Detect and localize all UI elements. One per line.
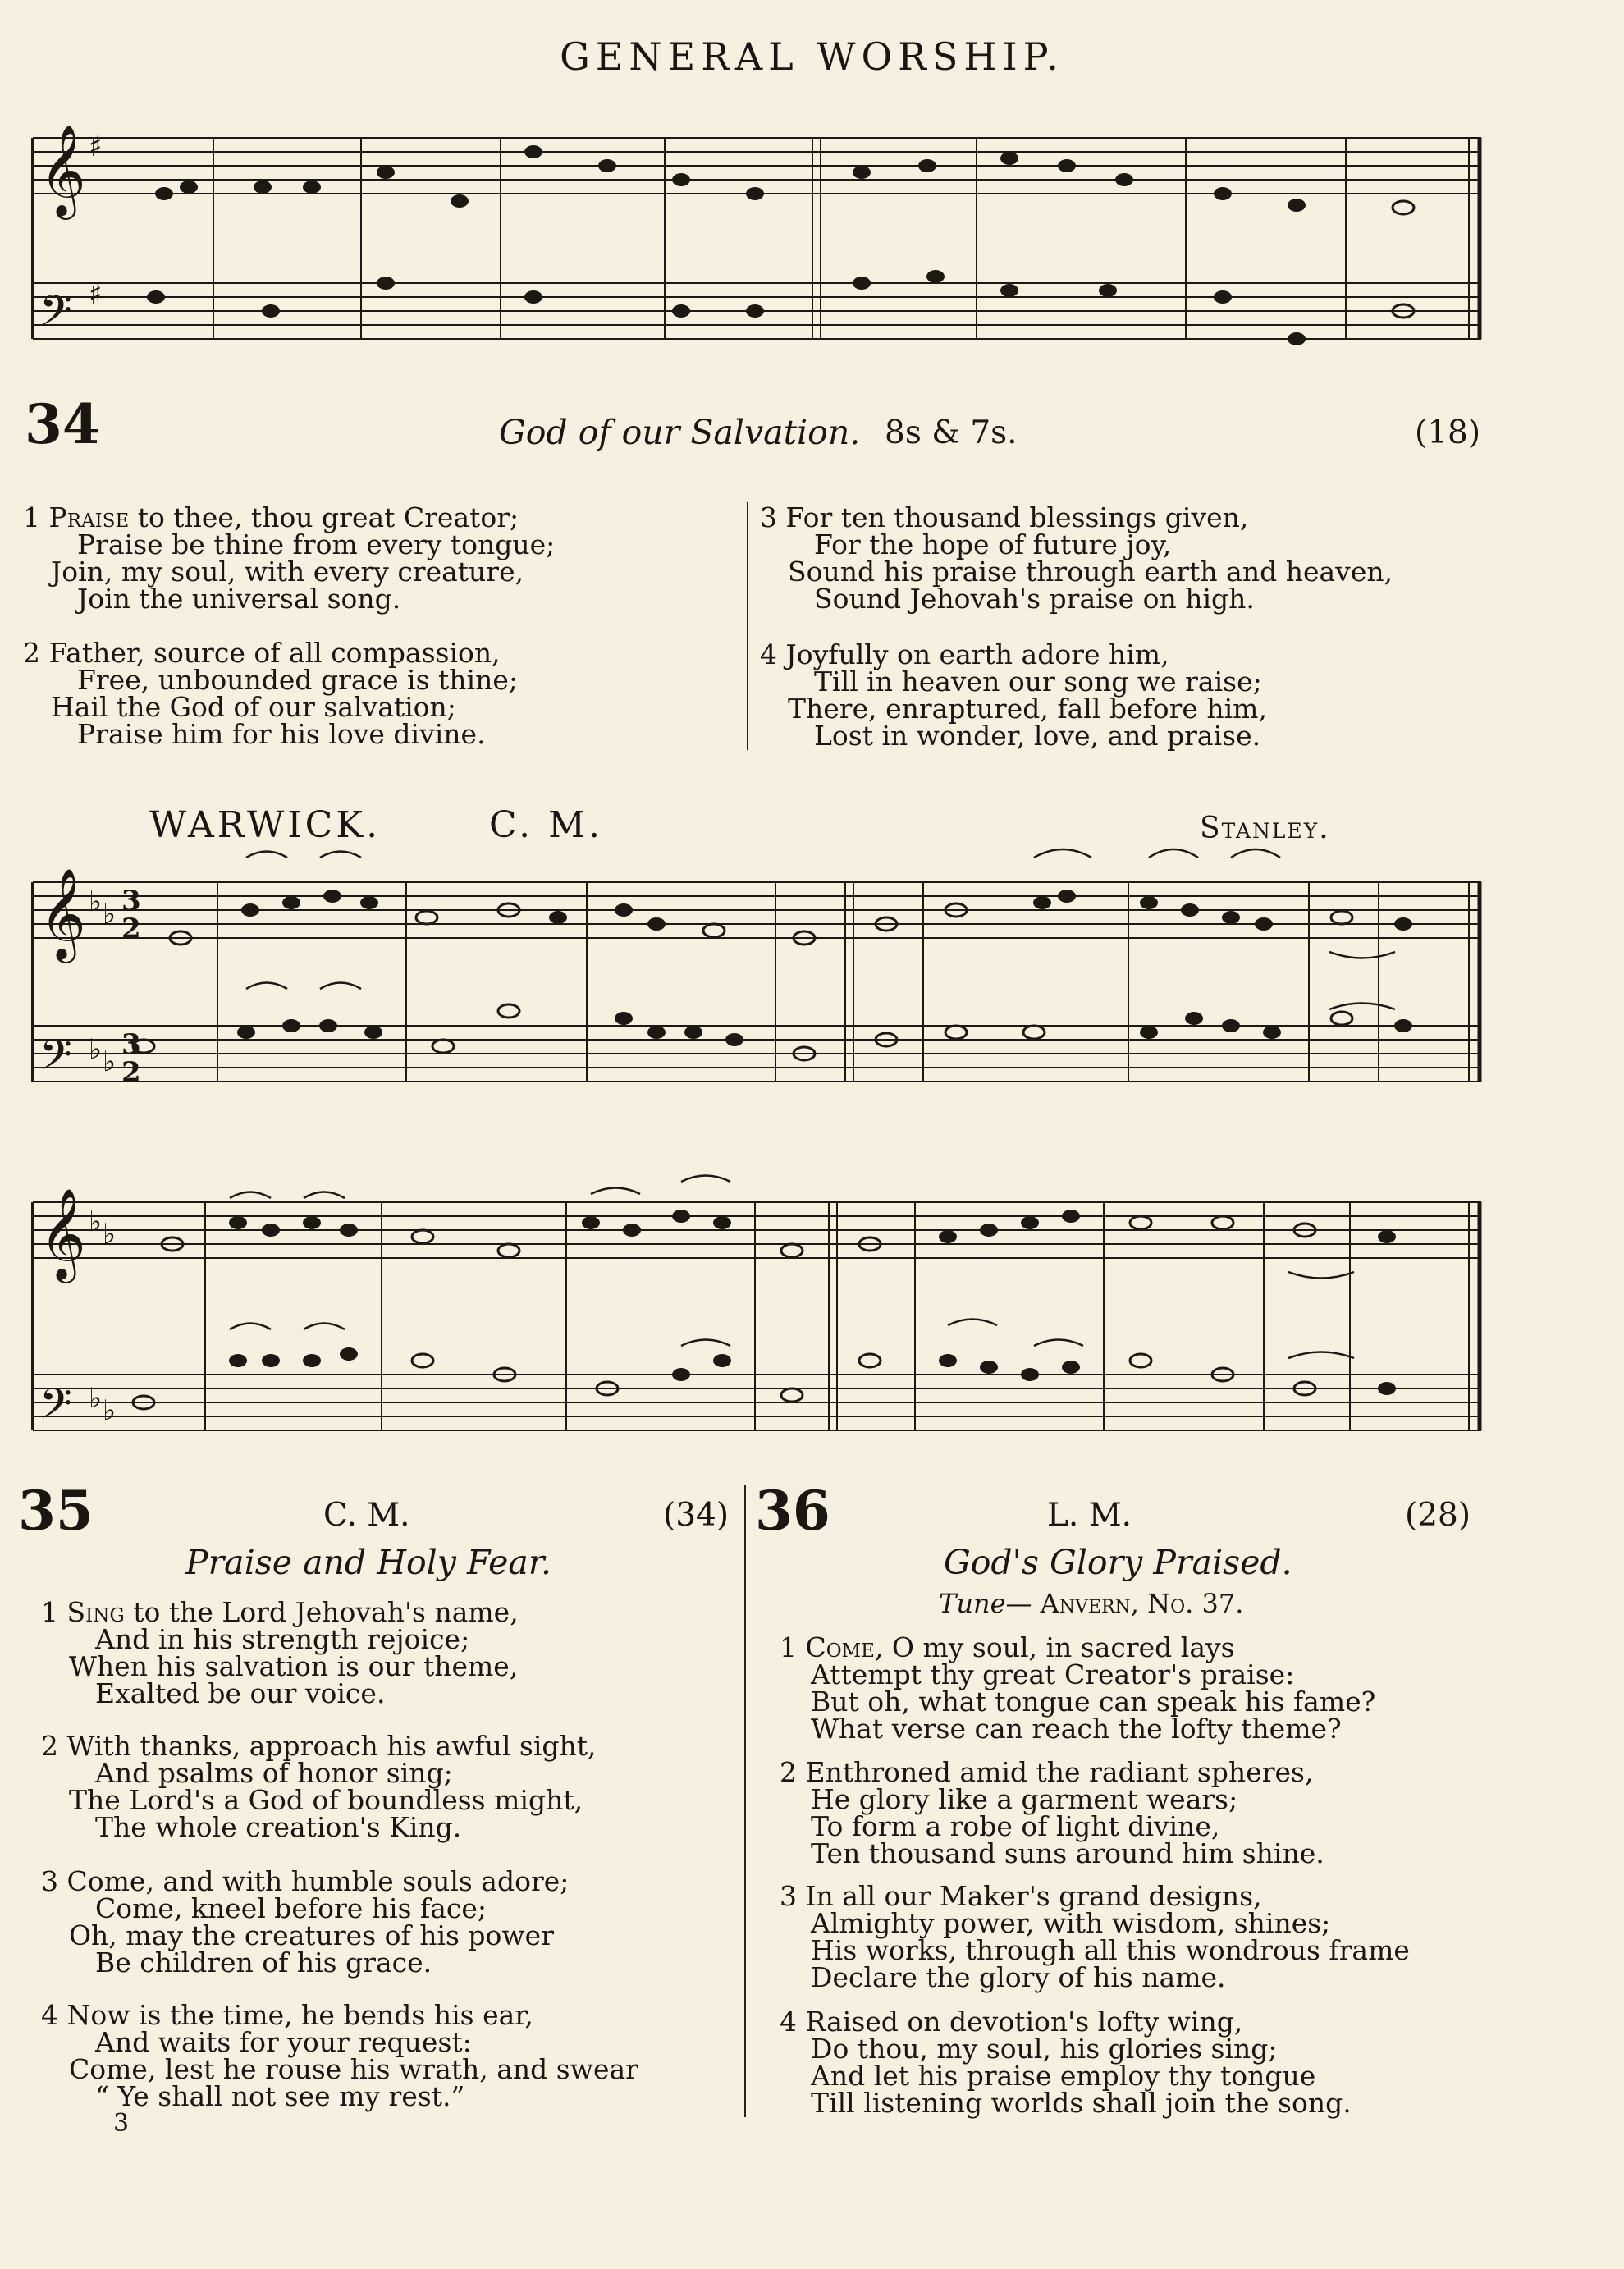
svg-text:2: 2 xyxy=(121,1056,141,1089)
hymn-34-verse-2: 2 Father, source of all compassion, Free, unbounded grace is thine; Hail the God of our salvation; Praise him for his love divine. xyxy=(23,637,519,750)
hymn-34-title: God of our Salvation. xyxy=(499,413,861,452)
hymn-36-tune: Tune— Anvern, No. 37. xyxy=(939,1588,1244,1619)
hymn-36-number: 36 xyxy=(755,1479,830,1543)
hymn-34-verse-4: 4 Joyfully on earth adore him, Till in heaven our song we raise; There, enraptured, fall before him, Lost in wonder, love, and praise. xyxy=(760,638,1267,752)
svg-text:𝄢: 𝄢 xyxy=(39,1030,72,1090)
hymn-36-verse-2: 2 Enthroned amid the radiant spheres, He glory like a garment wears; To form a robe of light divine, Ten thousand suns around him shine. xyxy=(780,1756,1324,1869)
hymn-35-meter: C. M. xyxy=(323,1497,410,1534)
svg-text:♭: ♭ xyxy=(103,1218,117,1251)
signature-mark: 3 xyxy=(113,2109,130,2138)
svg-text:♭: ♭ xyxy=(89,885,103,918)
svg-text:♭: ♭ xyxy=(103,1394,117,1427)
hymn-35-verse-2: 2 With thanks, approach his awful sight, And psalms of honor sing; The Lord's a God of boundless might, The whole creation's King. xyxy=(41,1730,597,1843)
hymn-34-ref: (18) xyxy=(1415,414,1481,451)
hymn-36-title: God's Glory Praised. xyxy=(944,1543,1292,1582)
hymn-36-verse-1: 1 Come, O my soul, in sacred lays Attempt thy great Creator's praise: But oh, what tongue can speak his fame? What verse can reach the lofty theme? xyxy=(780,1631,1376,1745)
svg-text:3: 3 xyxy=(121,885,141,917)
hymn-35-verse-3: 3 Come, and with humble souls adore; Come, kneel before his face; Oh, may the creatures of his power Be children of his grace. xyxy=(41,1865,570,1979)
hymn-35-verse-4: 4 Now is the time, he bends his ear, And waits for your request: Come, lest he rouse his wrath, and swear “ Ye shall not see my rest.” xyxy=(41,1999,638,2112)
svg-text:♭: ♭ xyxy=(103,1045,117,1078)
svg-text:♯: ♯ xyxy=(89,130,103,163)
hymn-36-ref: (28) xyxy=(1405,1497,1471,1534)
svg-text:♭: ♭ xyxy=(89,1033,103,1066)
hymn-35-verse-1: 1 Sing to the Lord Jehovah's name, And in his strength rejoice; When his salvation is our theme, Exalted be our voice. xyxy=(41,1596,519,1709)
hymn-36-meter: L. M. xyxy=(1047,1497,1132,1534)
system-1 xyxy=(33,138,1481,345)
tune-meter: C. M. xyxy=(489,804,604,846)
hymn-34-verse-1: 1 Praise to thee, thou great Creator; Praise be thine from every tongue; Join, my soul, with every creature, Join the universal song. xyxy=(23,501,556,615)
svg-text:3: 3 xyxy=(121,1028,141,1061)
svg-text:𝄞: 𝄞 xyxy=(39,124,86,216)
hymn-35-title: Praise and Holy Fear. xyxy=(185,1543,551,1582)
hymn-34-meter: 8s & 7s. xyxy=(885,414,1018,451)
svg-text:𝄞: 𝄞 xyxy=(39,1187,86,1279)
tune-name: WARWICK. xyxy=(149,804,382,846)
hymn-36-verse-3: 3 In all our Maker's grand designs, Almighty power, with wisdom, shines; His works, through all this wondrous frame Declare the glory of his name. xyxy=(780,1880,1410,1993)
svg-text:♭: ♭ xyxy=(103,898,117,931)
hymn-34-verse-3: 3 For ten thousand blessings given, For the hope of future joy, Sound his praise through earth and heaven, Sound Jehovah's praise on high. xyxy=(760,501,1393,615)
column-divider-34 xyxy=(747,502,748,750)
column-divider-35-36 xyxy=(744,1485,746,2117)
svg-text:𝄢: 𝄢 xyxy=(39,1379,72,1439)
svg-text:𝄞: 𝄞 xyxy=(39,867,86,959)
system-2 xyxy=(33,849,1481,1082)
tune-composer: Stanley. xyxy=(1200,812,1330,845)
svg-text:𝄢: 𝄢 xyxy=(39,286,72,345)
svg-text:2: 2 xyxy=(121,913,141,945)
hymn-35-number: 35 xyxy=(18,1479,94,1543)
svg-text:♯: ♯ xyxy=(89,278,103,311)
svg-text:♭: ♭ xyxy=(89,1382,103,1415)
hymn-35-ref: (34) xyxy=(663,1497,730,1534)
svg-text:♭: ♭ xyxy=(89,1205,103,1238)
hymn-36-verse-4: 4 Raised on devotion's lofty wing, Do thou, my soul, his glories sing; And let his praise employ thy tongue Till listening worlds shall join the song. xyxy=(780,2006,1352,2119)
system-3 xyxy=(33,1176,1481,1431)
page-header: GENERAL WORSHIP. xyxy=(560,34,1064,79)
hymn-34-number: 34 xyxy=(25,392,100,456)
